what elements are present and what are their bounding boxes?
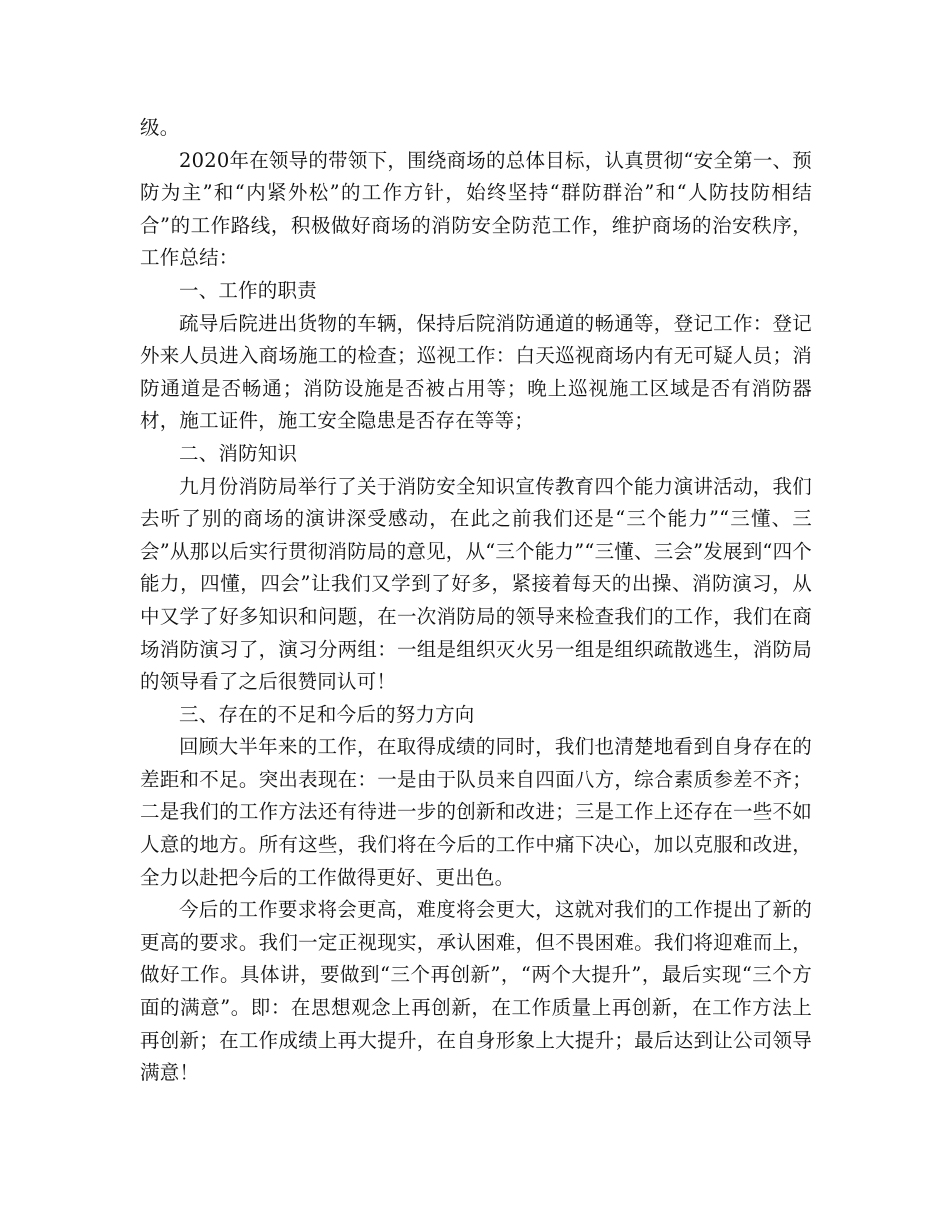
section-heading-shortcomings: 三、存在的不足和今后的努力方向	[179, 702, 475, 726]
paragraph-intro: 2020年在领导的带领下，围绕商场的总体目标，认真贯彻“安全第一、预防为主”和“内紧外松”的工作方针，始终坚持“群防群治”和“人防技防相结合”的工作路线，积极做好商场的消防安全防范工作，维护商场的治安秩序，工作总结：	[140, 148, 812, 270]
section-heading-fire-knowledge: 二、消防知识	[179, 441, 298, 465]
paragraph-shortcomings: 回顾大半年来的工作，在取得成绩的同时，我们也清楚地看到自身存在的差距和不足。突出表现在：一是由于队员来自四面八方，综合素质参差不齐；二是我们的工作方法还有待进一步的创新和改进；三是工作上还存在一些不如人意的地方。所有这些，我们将在今后的工作中痛下决心，加以克服和改进，全力以赴把今后的工作做得更好、更出色。	[140, 735, 812, 889]
document-body	[140, 112, 812, 1090]
section-heading-duties: 一、工作的职责	[179, 278, 317, 302]
paragraph-duties: 疏导后院进出货物的车辆，保持后院消防通道的畅通等，登记工作：登记外来人员进入商场施工的检查；巡视工作：白天巡视商场内有无可疑人员；消防通道是否畅通；消防设施是否被占用等；晚上巡视施工区域是否有消防器材，施工证件，施工安全隐患是否存在等等；	[140, 311, 812, 433]
paragraph-fire-knowledge: 九月份消防局举行了关于消防安全知识宣传教育四个能力演讲活动，我们去听了别的商场的演讲深受感动，在此之前我们还是“三个能力”“三懂、三会”从那以后实行贯彻消防局的意见，从“三个能力”“三懂、三会”发展到“四个能力，四懂，四会”让我们又学到了好多，紧接着每天的出操、消防演习，从中又学了好多知识和问题，在一次消防局的领导来检查我们的工作，我们在商场消防演习了，演习分两组：一组是组织灭火另一组是组织疏散逃生，消防局的领导看了之后很赞同认可！	[140, 474, 812, 694]
paragraph-continuation: 级。	[140, 116, 180, 139]
paragraph-future-goals: 今后的工作要求将会更高，难度将会更大，这就对我们的工作提出了新的更高的要求。我们一定正视现实，承认困难，但不畏困难。我们将迎难而上，做好工作。具体讲，要做到“三个再创新”，“两个大提升”，最后实现“三个方面的满意”。即：在思想观念上再创新，在工作质量上再创新，在工作方法上再创新；在工作成绩上再大提升，在自身形象上大提升；最后达到让公司领导满意！	[140, 898, 812, 1085]
